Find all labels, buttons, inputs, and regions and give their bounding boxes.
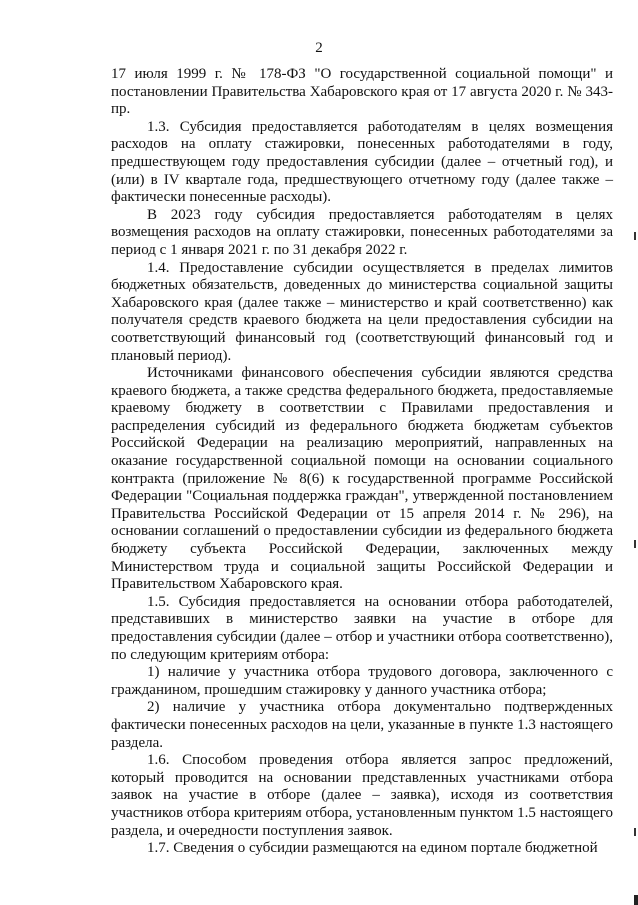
- paragraph-continuation: 17 июля 1999 г. № 178-ФЗ "О государственной социальной помощи" и постановлении Правительства Хабаровского края от 17 августа 2020 г. № 343-пр.: [111, 66, 613, 118]
- scan-margin-mark: [634, 232, 636, 240]
- paragraph-1-5: 1.5. Субсидия предоставляется на основании отбора работодателей, представивших в министерство заявки на участие в отборе для предоставления субсидии (далее – отбор и участники отбора соответственно), по следующим критериям отбора:: [111, 593, 613, 663]
- paragraph-1-7: 1.7. Сведения о субсидии размещаются на едином портале бюджетной: [147, 840, 598, 857]
- scan-margin-mark: [634, 540, 636, 548]
- paragraph-1-4: 1.4. Предоставление субсидии осуществляется в пределах лимитов бюджетных обязательств, доведенных до министерства социальной защиты Хабаровского края (далее также – министерство и край соответственно) как получателя средств краевого бюджета на цели предоставления субсидии на соответствующий финансовый год (соответствующий финансовый год и плановый период).: [111, 259, 613, 364]
- scan-margin-mark: [634, 828, 636, 836]
- paragraph-1-3: 1.3. Субсидия предоставляется работодателям в целях возмещения расходов на оплату стажировки, понесенных работодателями в году, предшествующем году предоставления субсидии (далее – отчетный год), и (или) в IV квартале года, предшествующего отчетному году (далее также – фактически понесенные расходы).: [111, 118, 613, 206]
- scan-corner-mark: [634, 895, 638, 905]
- paragraph-1-6: 1.6. Способом проведения отбора является запрос предложений, который проводится на основании представленных участниками отбора заявок на участие в отборе (далее – заявка), исходя из соответствия участников отбора критериям отбора, установленным пунктом 1.5 настоящего раздела, и очередности поступления заявок.: [111, 752, 613, 839]
- document-body: [111, 66, 613, 858]
- paragraph-funding-sources: Источниками финансового обеспечения субсидии являются средства краевого бюджета, а также средства федерального бюджета, предоставляемые краевому бюджету в соответствии с Правилами предоставления и распределения субсидий из федерального бюджета бюджетам субъектов Российской Федерации на реализацию мероприятий, направленных на оказание государственной социальной помощи на основании социального контракта (приложение № 8(6) к государственной программе Российской Федерации "Социальная поддержка граждан", утвержденной постановлением Правительства Российской Федерации от 15 апреля 2014 г. № 296), на основании соглашений о предоставлении субсидии из федерального бюджета бюджету субъекта Российской Федерации, заключенных между Министерством труда и социальной защиты Российской Федерации и Правительством Хабаровского края.: [111, 365, 613, 593]
- criterion-2: 2) наличие у участника отбора документально подтвержденных фактически понесенных расходов на цели, указанные в пункте 1.3 настоящего раздела.: [111, 699, 613, 751]
- page-number: 2: [315, 40, 323, 56]
- paragraph-2023-subsidy: В 2023 году субсидия предоставляется работодателям в целях возмещения расходов на оплату стажировки, понесенных работодателями за период с 1 января 2021 г. по 31 декабря 2022 г.: [111, 206, 613, 258]
- criterion-1: 1) наличие у участника отбора трудового договора, заключенного с гражданином, прошедшим стажировку у данного участника отбора;: [111, 664, 613, 698]
